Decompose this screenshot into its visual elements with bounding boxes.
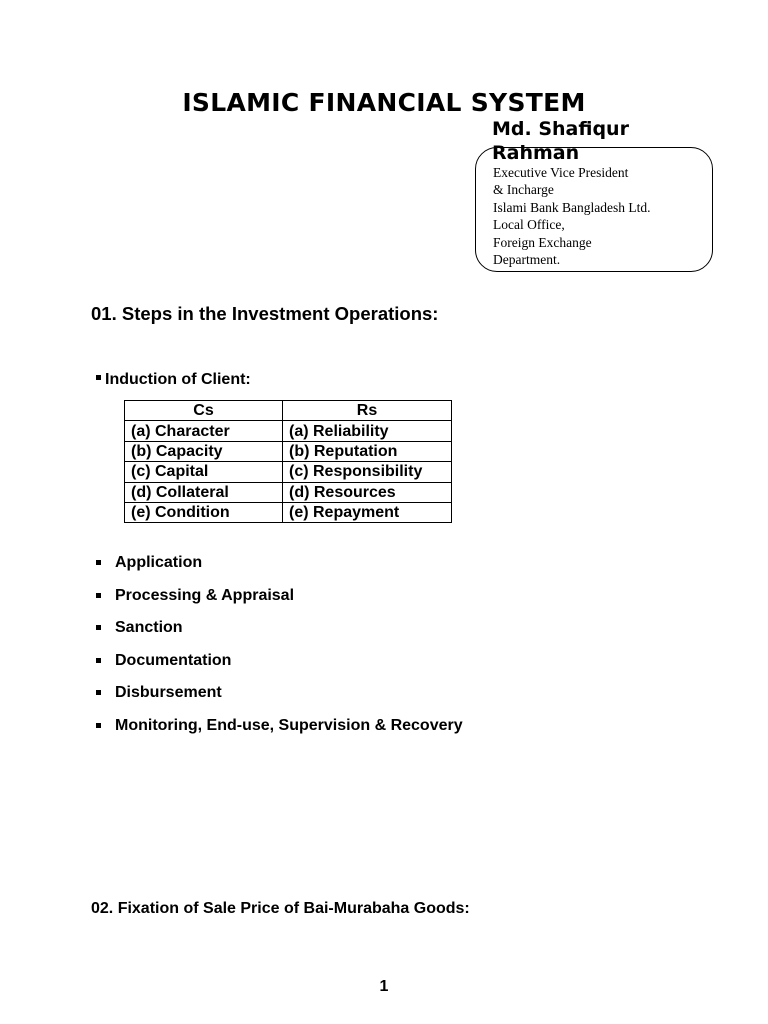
table-cell: (a) Character <box>125 421 283 441</box>
client-criteria-table <box>124 400 452 523</box>
bullet-square-icon <box>96 593 101 598</box>
bullet-square-icon <box>96 375 101 380</box>
table-row <box>125 502 452 522</box>
column-header-cs: Cs <box>125 401 283 421</box>
step-label: Disbursement <box>115 684 222 702</box>
table-cell: (b) Reputation <box>283 441 452 461</box>
table-header-row <box>125 401 452 421</box>
table-cell: (d) Resources <box>283 482 452 502</box>
step-label: Application <box>115 554 203 571</box>
bullet-square-icon <box>96 723 101 728</box>
list-item <box>96 651 463 684</box>
author-detail-line: Islami Bank Bangladesh Ltd. <box>493 199 651 215</box>
bullet-square-icon <box>96 560 101 565</box>
list-item <box>96 683 463 716</box>
author-detail-line: & Incharge <box>493 182 554 198</box>
table-row <box>125 441 452 461</box>
table-cell: (e) Condition <box>125 502 283 522</box>
list-item <box>96 553 463 586</box>
table-cell: (a) Reliability <box>283 421 452 441</box>
author-detail-line: Executive Vice President <box>493 165 629 180</box>
table-cell: (d) Collateral <box>125 482 283 502</box>
step-label: Sanction <box>115 619 183 637</box>
column-header-rs: Rs <box>283 401 452 421</box>
induction-label-text: Induction of Client: <box>105 371 251 388</box>
bullet-square-icon <box>96 625 101 630</box>
table-cell: (b) Capacity <box>125 441 283 461</box>
step-label: Monitoring, End-use, Supervision & Recovery <box>115 716 463 734</box>
author-detail-line: Foreign Exchange <box>493 234 592 250</box>
list-item <box>96 618 463 651</box>
table-cell: (c) Capital <box>125 462 283 482</box>
page-number: 1 <box>379 978 389 995</box>
section-heading-investment-steps: 01. Steps in the Investment Operations: <box>91 303 439 324</box>
list-item <box>96 586 463 619</box>
step-label: Processing & Appraisal <box>115 586 295 604</box>
document-title: ISLAMIC FINANCIAL SYSTEM <box>182 88 586 117</box>
table-cell: (c) Responsibility <box>283 462 452 482</box>
table-row <box>125 482 452 502</box>
author-details <box>493 164 703 268</box>
author-name: Md. Shafiqur Rahman <box>492 118 629 164</box>
section-heading-murabaha-price: 02. Fixation of Sale Price of Bai-Murabaha Goods: <box>91 900 470 917</box>
list-item <box>96 716 463 749</box>
author-detail-line: Local Office, <box>493 217 565 233</box>
bullet-square-icon <box>96 658 101 663</box>
table-row <box>125 421 452 441</box>
induction-of-client-label <box>96 371 251 389</box>
step-label: Documentation <box>115 651 232 669</box>
bullet-square-icon <box>96 690 101 695</box>
author-detail-line: Department. <box>493 252 561 268</box>
investment-steps-list <box>96 553 463 749</box>
table-cell: (e) Repayment <box>283 502 452 522</box>
table-row <box>125 462 452 482</box>
